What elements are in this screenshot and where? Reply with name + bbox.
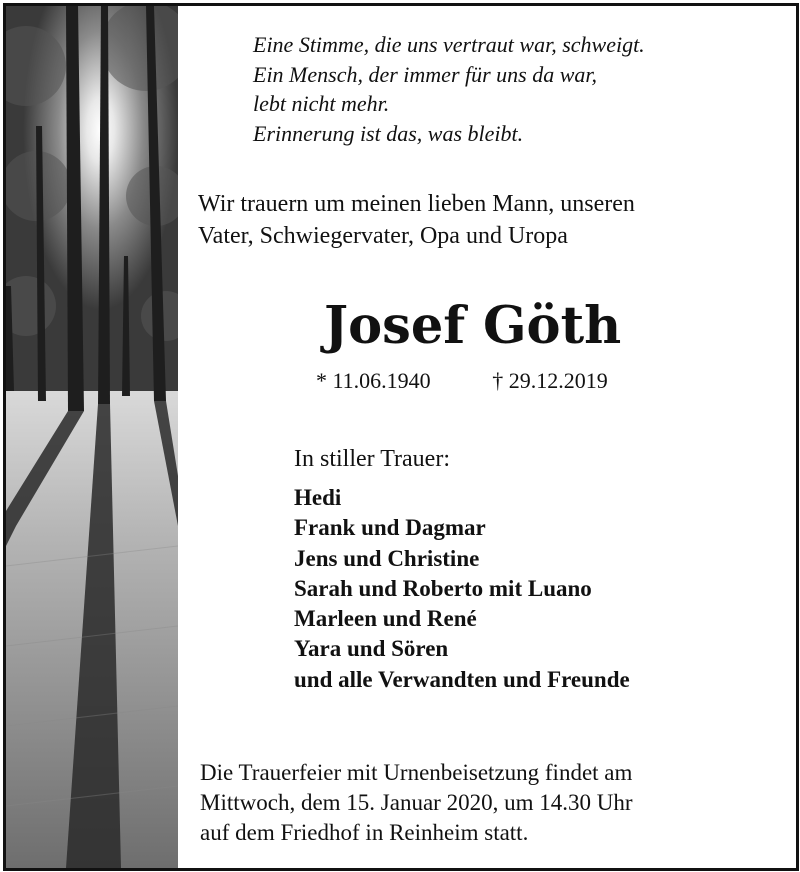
service-line: Die Trauerfeier mit Urnenbeisetzung findet am <box>200 760 633 785</box>
mourners-label: In stiller Trauer: <box>294 446 450 472</box>
poem-line: Eine Stimme, die uns vertraut war, schweigt. <box>253 32 645 57</box>
forest-photo-illustration <box>6 6 178 868</box>
mourners-list <box>294 483 630 695</box>
poem-line: Ein Mensch, der immer für uns da war, <box>253 61 598 87</box>
service-line: Mittwoch, dem 15. Januar 2020, um 14.30 Uhr <box>200 790 633 815</box>
intro-line: Vater, Schwiegervater, Opa und Uropa <box>198 223 568 249</box>
memorial-poem <box>253 30 645 148</box>
mourner-name: Yara und Sören <box>294 636 449 662</box>
obituary-notice <box>3 3 799 871</box>
forest-sunlight-photo <box>6 6 178 868</box>
mourner-name: Hedi <box>294 485 342 510</box>
life-dates <box>316 368 608 394</box>
intro-line: Wir trauern um meinen lieben Mann, unseren <box>198 191 635 217</box>
notice-text <box>178 6 796 868</box>
mourning-intro <box>198 188 635 252</box>
mourner-name: Marleen und René <box>294 606 477 632</box>
mourner-name: und alle Verwandten und Freunde <box>294 666 630 692</box>
mourner-name: Sarah und Roberto mit Luano <box>294 575 592 601</box>
funeral-service-info <box>200 758 632 848</box>
deceased-name: Josef Göth <box>324 296 622 356</box>
poem-line: lebt nicht mehr. <box>253 91 390 116</box>
death-date: † 29.12.2019 <box>492 368 608 393</box>
service-line: auf dem Friedhof in Reinheim statt. <box>200 820 529 845</box>
mourner-name: Frank und Dagmar <box>294 515 486 541</box>
mourner-name: Jens und Christine <box>294 545 480 571</box>
poem-line: Erinnerung ist das, was bleibt. <box>253 120 524 146</box>
birth-date: * 11.06.1940 <box>316 368 431 393</box>
